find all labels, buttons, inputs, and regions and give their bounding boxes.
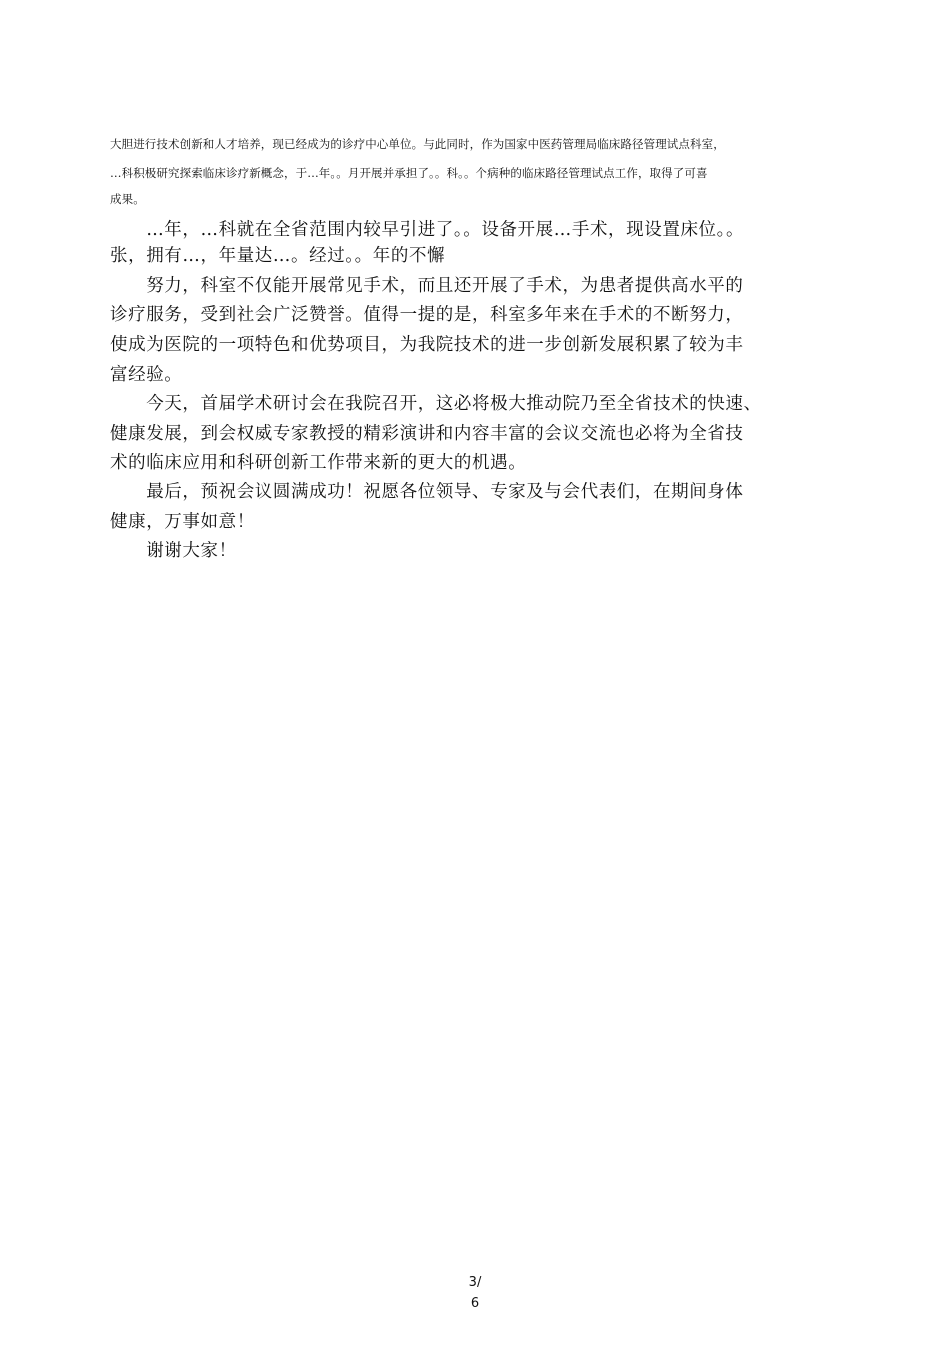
- page-number-numerator: 3/: [468, 1275, 482, 1290]
- body-text-line: 诊疗服务，受到社会广泛赞誉。值得一提的是，科室多年来在手术的不断努力，: [110, 305, 744, 325]
- intro-text-line: 成果。: [110, 192, 145, 206]
- body-text-line: 最后，预祝会议圆满成功！祝愿各位领导、专家及与会代表们，在期间身体: [110, 482, 744, 502]
- intro-text-line: 大胆进行技术创新和人才培养，现已经成为的诊疗中心单位。与此同时，作为国家中医药管理局临床路径管理试点科室，: [110, 137, 725, 151]
- intro-text-line: …科积极研究探索临床诊疗新概念，于…年。。月开展并承担了。。科。。个病种的临床路径管理试点工作，取得了可喜: [110, 166, 708, 180]
- body-text-line: 努力，科室不仅能开展常见手术，而且还开展了手术，为患者提供高水平的: [110, 276, 744, 296]
- body-text-line: 使成为医院的一项特色和优势项目，为我院技术的进一步创新发展积累了较为丰: [110, 335, 744, 355]
- body-text-line: 富经验。: [110, 365, 183, 385]
- body-text-line: 谢谢大家！: [110, 541, 237, 561]
- body-text-line: 健康发展，到会权威专家教授的精彩演讲和内容丰富的会议交流也必将为全省技: [110, 424, 744, 444]
- page-number-total: 6: [470, 1296, 480, 1311]
- body-text-line: 今天，首届学术研讨会在我院召开，这必将极大推动院乃至全省技术的快速、: [110, 394, 762, 414]
- body-text-line: 术的临床应用和科研创新工作带来新的更大的机遇。: [110, 453, 527, 473]
- body-text-line: 健康，万事如意！: [110, 512, 255, 532]
- body-text-line: 张，拥有…，年量达…。经过。。年的不懈: [110, 246, 446, 266]
- body-text-line: …年，…科就在全省范围内较早引进了。。设备开展…手术，现设置床位。。: [110, 220, 745, 240]
